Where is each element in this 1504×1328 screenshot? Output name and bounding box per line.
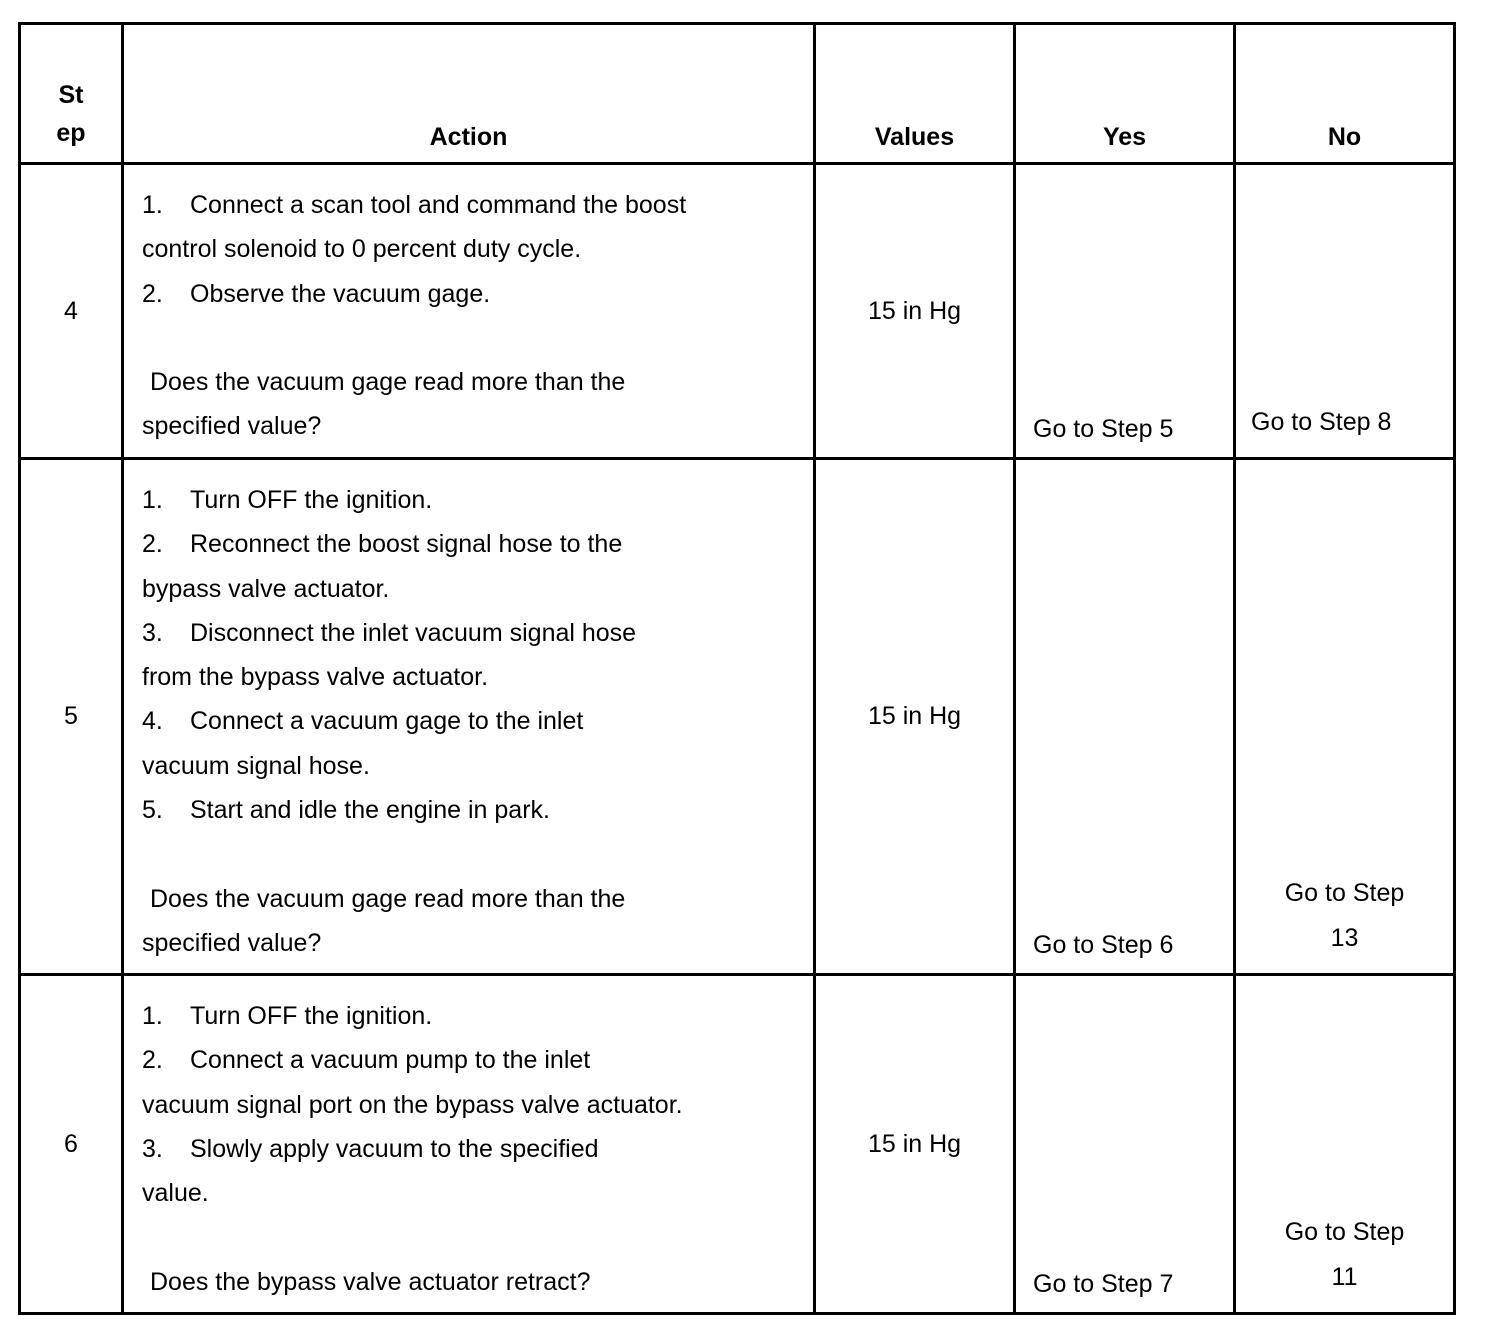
value-cell: 15 in Hg — [815, 975, 1015, 1314]
action-question-continuation: specified value? — [142, 928, 322, 957]
action-question: Does the vacuum gage read more than the — [150, 368, 626, 397]
value-cell: 15 in Hg — [815, 164, 1015, 459]
table-row — [20, 975, 1455, 1314]
header-action: Action — [123, 24, 815, 164]
action-item-continuation: from the bypass valve actuator. — [142, 663, 489, 692]
header-no: No — [1235, 24, 1455, 164]
step-number: 6 — [20, 975, 123, 1314]
action-question: Does the vacuum gage read more than the — [150, 884, 626, 913]
action-item-continuation: value. — [142, 1179, 209, 1208]
action-item: 3. Disconnect the inlet vacuum signal hose — [142, 618, 637, 647]
action-item-continuation: bypass valve actuator. — [142, 574, 390, 603]
action-question: Does the bypass valve actuator retract? — [150, 1267, 591, 1296]
action-item: 4. Connect a vacuum gage to the inlet — [142, 707, 584, 736]
action-question-continuation: specified value? — [142, 412, 322, 441]
action-item: 3. Slowly apply vacuum to the specified — [142, 1134, 599, 1163]
header-yes: Yes — [1015, 24, 1235, 164]
step-number: 4 — [20, 164, 123, 459]
action-item: 2. Reconnect the boost signal hose to the — [142, 530, 623, 559]
action-item: 5. Start and idle the engine in park. — [142, 796, 550, 825]
yes-cell: Go to Step 7 — [1015, 975, 1235, 1314]
action-cell — [123, 975, 815, 1314]
header-row — [20, 24, 1455, 164]
action-cell — [123, 164, 815, 459]
action-item: 1. Turn OFF the ignition. — [142, 486, 433, 514]
value-cell: 15 in Hg — [815, 459, 1015, 975]
action-item: 2. Observe the vacuum gage. — [142, 279, 491, 308]
action-item-continuation: vacuum signal hose. — [142, 751, 370, 780]
step-number: 5 — [20, 459, 123, 975]
action-item-continuation: vacuum signal port on the bypass valve actuator. — [142, 1090, 683, 1119]
table-row — [20, 459, 1455, 975]
action-item-continuation: control solenoid to 0 percent duty cycle. — [142, 235, 582, 264]
table-row — [20, 164, 1455, 459]
no-cell: Go to Step 11 — [1235, 975, 1455, 1314]
yes-cell: Go to Step 5 — [1015, 164, 1235, 459]
yes-cell: Go to Step 6 — [1015, 459, 1235, 975]
no-cell: Go to Step 8 — [1235, 164, 1455, 459]
header-values: Values — [815, 24, 1015, 164]
no-cell: Go to Step 13 — [1235, 459, 1455, 975]
diagnostic-table — [18, 22, 1456, 1315]
action-cell — [123, 459, 815, 975]
header-step: St ep — [20, 24, 123, 164]
action-item: 1. Connect a scan tool and command the boost — [142, 191, 687, 219]
action-item: 2. Connect a vacuum pump to the inlet — [142, 1046, 591, 1075]
action-item: 1. Turn OFF the ignition. — [142, 1002, 433, 1030]
